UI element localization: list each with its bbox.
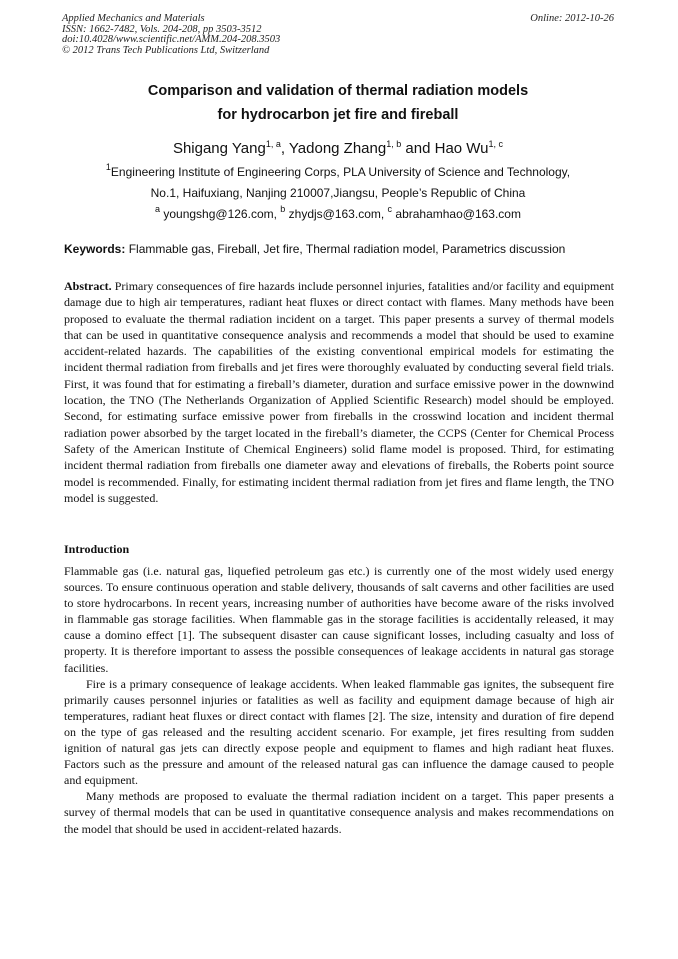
email-separator: , — [380, 207, 388, 221]
journal-name: Applied Mechanics and Materials — [62, 13, 205, 24]
journal-issn: ISSN: 1662-7482, Vols. 204-208, pp 3503-3512 — [62, 23, 262, 35]
introduction-body — [64, 563, 614, 837]
author-name: Shigang Yang — [172, 140, 266, 157]
affiliation-line-2: No.1, Haifuxiang, Nanjing 210007,Jiangsu, People’s Republic of China — [150, 186, 526, 200]
introduction-paragraph: Flammable gas (i.e. natural gas, liquefied petroleum gas etc.) is currently one of the most widely used energy sources. To ensure continuous operation and stable delivery, thousands of salt caverns and other facilities are used to store hydrocarbons. In recent years, increasing number of authorities have become aware of the risks involved in flammable gas storage facilities. When flammable gas in the storage facilities is accidentally released, it may cause a domino effect [1]. The subsequent disaster can cause significant losses, including casualty and loss of property. It is therefore important to assess the possible consequences of leakage accidents in natural gas storage facilities. — [64, 564, 614, 675]
author-list — [62, 138, 614, 160]
email-address[interactable]: abrahamhao@163.com — [395, 207, 521, 221]
paper-title-line-2: for hydrocarbon jet fire and fireball — [217, 107, 459, 123]
introduction-paragraph: Fire is a primary consequence of leakage accidents. When leaked flammable gas ignites, the subsequent fire primarily causes personnel injuries or fatalities as well as facility and equipment damage because of high air temperatures, radiant heat fluxes or direct contact with flames [2]. The size, intensity and duration of fire depend on the type of gas released and the resulting accident scenario. For example, jet fires resulting from sudden ignition of natural gas jets can directly expose people and equipment to flames and high radiant heat fluxes. Factors such as the pressure and amount of the released natural gas can influence the damage caused to people and equipment. — [64, 676, 614, 788]
author-emails — [62, 206, 614, 222]
keywords-label: Keywords: — [64, 242, 126, 256]
keywords-text: Flammable gas, Fireball, Jet fire, Thermal radiation model, Parametrics discussion — [128, 242, 566, 256]
affiliation-line-1 — [62, 164, 614, 180]
author-separator: , — [280, 140, 289, 157]
online-date: Online: 2012-10-26 — [530, 13, 614, 24]
abstract — [64, 278, 614, 506]
keywords — [64, 241, 624, 257]
paper-title-line-1: Comparison and validation of thermal radiation models — [147, 83, 529, 99]
abstract-text: Primary consequences of fire hazards include personnel injuries, fatalities and/or facility and equipment damage due to high air temperatures, radiant heat fluxes or direct contact with flames. Many methods have been proposed to evaluate the thermal radiation incident on a target. This paper presents a survey of thermal models that can be used in quantitative consequence analysis and recommends a model that should be used to examine accident-related hazards. The capabilities of the existing conventional empirical models for estimating the incident thermal radiation from fireballs and jet fires were thoroughly evaluated by conducting several field trials. First, it was found that for estimating a fireball’s diameter, duration and surface emissive power in the downwind location, the TNO (The Netherlands Organization of Applied Scientific Research) model should be employed. Second, for estimating surface emissive power from fireballs in the crosswind location and incident thermal radiation power absorbed by the target located in the fireball’s diameter, the CCPS (Center for Chemical Process Safety of the American Institute of Chemical Engineers) solid flame model is proposed. Third, for estimating incident thermal radiation from fireballs one diameter away and elevations of fireballs, the Roberts point source model is recommended. Finally, for estimating incident thermal radiation from jet fires and flame length, the TNO model is suggested. — [64, 279, 615, 505]
email-mark: b — [280, 204, 286, 214]
author-name: Hao Wu — [434, 140, 489, 157]
author-affiliation-mark: 1, a — [265, 139, 281, 149]
section-heading-introduction: Introduction — [64, 542, 130, 556]
author-name: Yadong Zhang — [288, 140, 387, 157]
abstract-label: Abstract. — [64, 279, 112, 293]
journal-header — [62, 14, 280, 56]
email-address[interactable]: youngshg@126.com — [163, 207, 274, 221]
journal-doi: doi:10.4028/www.scientific.net/AMM.204-208.3503 — [62, 34, 281, 45]
affiliation-mark: 1 — [105, 162, 111, 172]
email-address[interactable]: zhydjs@163.com — [288, 207, 381, 221]
author-affiliation-mark: 1, c — [488, 139, 504, 149]
author-affiliation-mark: 1, b — [386, 139, 402, 149]
email-mark: c — [387, 204, 393, 214]
email-separator: , — [273, 207, 281, 221]
introduction-paragraph: Many methods are proposed to evaluate the thermal radiation incident on a target. This paper presents a survey of thermal models that can be used in quantitative consequence analysis and makes recommendations on the model that should be used in accident-related hazards. — [64, 789, 614, 836]
journal-copyright: © 2012 Trans Tech Publications Ltd, Switzerland — [62, 44, 270, 56]
affiliation-text: Engineering Institute of Engineering Corps, PLA University of Science and Technology, — [110, 165, 571, 179]
abstract-paragraph — [64, 278, 614, 506]
author-separator: and — [401, 140, 435, 157]
email-mark: a — [155, 204, 161, 214]
